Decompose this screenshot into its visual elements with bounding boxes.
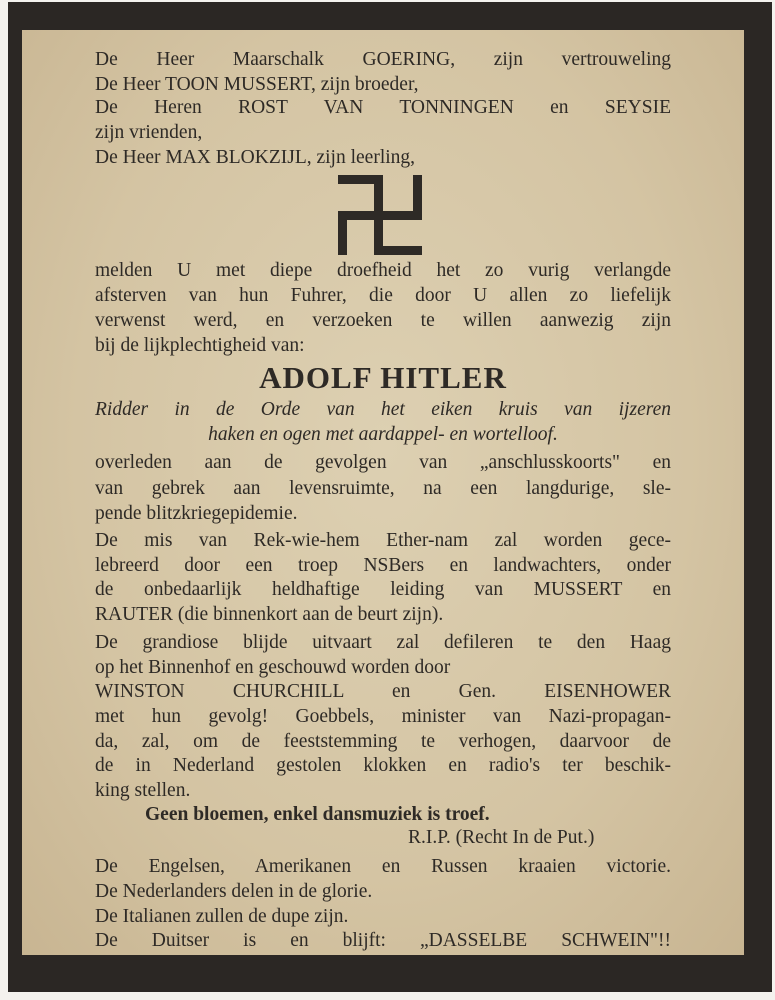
closing-line: De Duitser is en blijft: „DASSELBE SCHWEIN"!! (95, 930, 671, 951)
honorific-line: haken en ogen met aardappel- en wortelloof. (208, 424, 558, 445)
emblem-icon (338, 175, 422, 255)
header-line: De Heer MAX BLOKZIJL, zijn leerling, (95, 147, 416, 168)
announcement-line: afsterven van hun Fuhrer, die door U allen zo liefelijk (95, 285, 671, 306)
mass-line: lebreerd door een troep NSBers en landwachters, onder (95, 555, 671, 576)
funeral-line: king stellen. (95, 780, 191, 801)
closing-line: De Nederlanders delen in de glorie. (95, 881, 373, 902)
closing-line: De Engelsen, Amerikanen en Russen kraaien victorie. (95, 856, 671, 877)
cause-line: pende blitzkriegepidemie. (95, 503, 298, 524)
announcement-line: melden U met diepe droefheid het zo vurig verlangde (95, 260, 671, 281)
announcement-line: verwenst werd, en verzoeken te willen aanwezig zijn (95, 310, 671, 331)
header-line: zijn vrienden, (95, 122, 203, 143)
cause-line: overleden aan de gevolgen van „anschlusskoorts" en (95, 452, 671, 473)
cause-line: van gebrek aan levensruimte, na een langdurige, sle- (95, 478, 671, 499)
deceased-name: ADOLF HITLER (259, 360, 507, 395)
funeral-line: WINSTON CHURCHILL en Gen. EISENHOWER (95, 681, 671, 702)
mass-line: RAUTER (die binnenkort aan de beurt zijn). (95, 604, 444, 625)
funeral-line: met hun gevolg! Goebbels, minister van Nazi-propagan- (95, 706, 671, 727)
honorific-line: Ridder in de Orde van het eiken kruis van ijzeren (95, 399, 671, 420)
funeral-line: De grandiose blijde uitvaart zal defileren te den Haag (95, 632, 671, 653)
funeral-line: op het Binnenhof en geschouwd worden door (95, 657, 451, 678)
mass-line: de onbedaarlijk heldhaftige leiding van MUSSERT en (95, 579, 671, 600)
closing-line: De Italianen zullen de dupe zijn. (95, 906, 349, 927)
rip-note: R.I.P. (Recht In de Put.) (408, 827, 595, 848)
funeral-line: de in Nederland gestolen klokken en radio's ter beschik- (95, 755, 671, 776)
mass-line: De mis van Rek-wie-hem Ether-nam zal worden gece- (95, 530, 671, 551)
no-flowers-note: Geen bloemen, enkel dansmuziek is troef. (145, 804, 490, 825)
announcement-line: bij de lijkplechtigheid van: (95, 335, 305, 356)
header-line: De Heren ROST VAN TONNINGEN en SEYSIE (95, 97, 671, 118)
header-line: De Heer Maarschalk GOERING, zijn vertrouweling (95, 49, 671, 70)
header-line: De Heer TOON MUSSERT, zijn broeder, (95, 74, 419, 95)
funeral-line: da, zal, om de feeststemming te verhogen, daarvoor de (95, 731, 671, 752)
